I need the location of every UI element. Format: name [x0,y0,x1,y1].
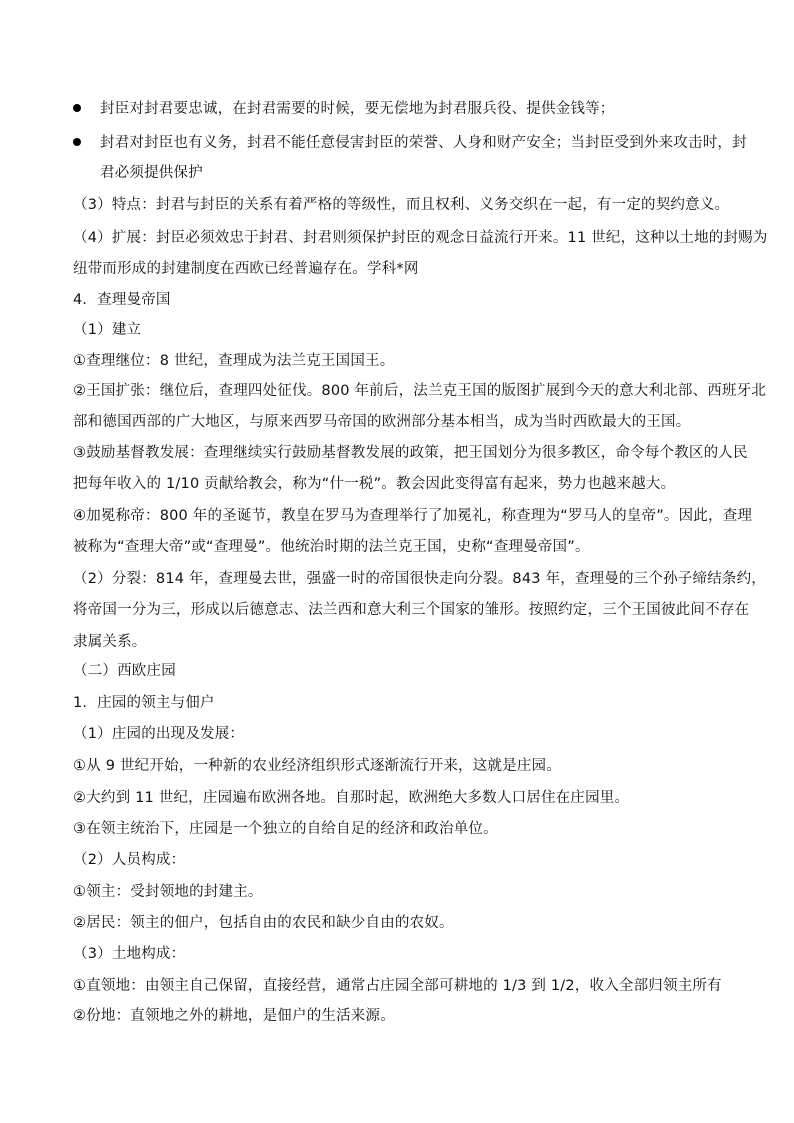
paragraph-line: ②大约到 11 世纪，庄园遍布欧洲各地。自那时起，欧洲绝大多数人口居住在庄园里。 [73,790,630,806]
paragraph-line: 将帝国一分为三，形成以后德意志、法兰西和意大利三个国家的雏形。按照约定，三个王国彼此间不存在 [73,602,750,618]
subsection-heading: （3）土地构成： [73,946,186,962]
paragraph-line: ②居民：领主的佃户，包括自由的农民和缺少自由的农奴。 [73,915,454,931]
bullet-text: 封臣对封君要忠诚，在封君需要的时候，要无偿地为封君服兵役、提供金钱等； [100,101,615,117]
paragraph-line: ①领主：受封领地的封建主。 [73,884,263,900]
paragraph-line: ②王国扩张：继位后，查理四处征伐。800 年前后，法兰克王国的版图扩展到今天的意大利北部、西班牙北 [73,383,767,399]
bullet-dot-icon [73,104,81,112]
bullet-text: 封君对封臣也有义务，封君不能任意侵害封臣的荣誉、人身和财产安全；当封臣受到外来攻击时，封 [100,135,747,151]
paragraph-line: ③鼓励基督教发展：查理继续实行鼓励基督教发展的政策，把王国划分为很多教区，命令每个教区的人民 [73,445,748,461]
section-heading: 4．查理曼帝国 [73,292,171,308]
section-heading: 1．庄园的领主与佃户 [73,695,215,711]
section-heading: （二）西欧庄园 [73,663,176,679]
paragraph-line: ①直领地：由领主自己保留，直接经营，通常占庄园全部可耕地的 1/3 到 1/2，收入全部归领主所有 [73,978,722,994]
paragraph-line: ③在领主统治下，庄园是一个独立的自给自足的经济和政治单位。 [73,821,498,837]
subsection-heading: （1）建立 [73,322,142,338]
bullet-dot-icon [73,138,81,146]
paragraph-line: 被称为“查理大帝”或“查理曼”。他统治时期的法兰克王国，史称“查理曼帝国”。 [73,539,590,555]
paragraph-line: （2）分裂：814 年，查理曼去世，强盛一时的帝国很快走向分裂。843 年，查理曼的三个孙子缔结条约， [73,571,766,587]
paragraph-line: 部和德国西部的广大地区，与原来西罗马帝国的欧洲部分基本相当，成为当时西欧最大的王国。 [73,414,691,430]
paragraph-line: ①从 9 世纪开始，一种新的农业经济组织形式逐渐流行开来，这就是庄园。 [73,758,561,774]
paragraph-line: ①查理继位：8 世纪，查理成为法兰克王国国王。 [73,353,395,369]
paragraph-line: 把每年收入的 1/10 贡献给教会，称为“什一税”。教会因此变得富有起来，势力也越来越大。 [73,476,676,492]
bullet-item-2-continuation: 君必须提供保护 [100,165,203,181]
subsection-heading: （2）人员构成： [73,852,186,868]
subsection-heading: （1）庄园的出现及发展： [73,726,245,742]
paragraph-line: 纽带而形成的封建制度在西欧已经普遍存在。学科*网 [73,261,419,277]
paragraph-line: （4）扩展：封臣必须效忠于封君、封君则须保护封臣的观念日益流行开来。11 世纪，这种以土地的封赐为 [73,230,768,246]
paragraph-line: 隶属关系。 [73,634,147,650]
paragraph-line: （3）特点：封君与封臣的关系有着严格的等级性，而且权利、义务交织在一起，有一定的契约意义。 [73,197,730,213]
paragraph-line: ④加冕称帝：800 年的圣诞节，教皇在罗马为查理举行了加冕礼，称查理为“罗马人的皇帝”。因此，查理 [73,508,753,524]
paragraph-line: ②份地：直领地之外的耕地，是佃户的生活来源。 [73,1008,395,1024]
